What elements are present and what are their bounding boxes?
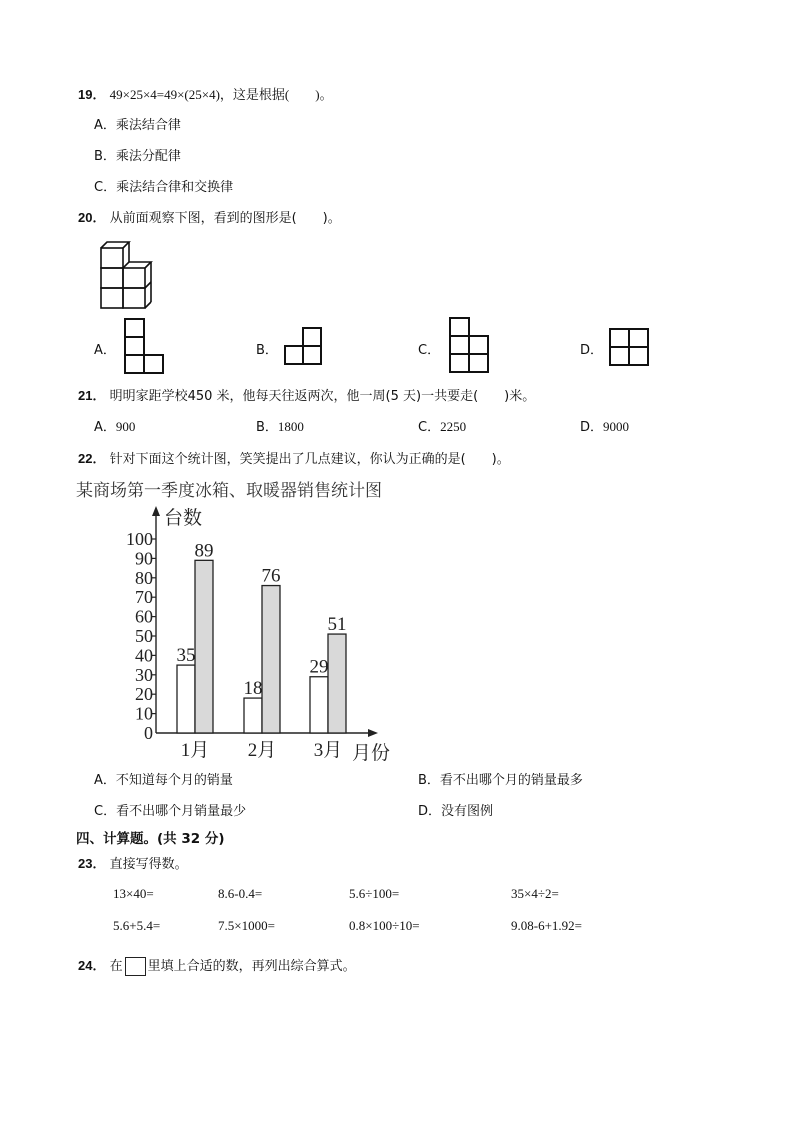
option-b[interactable] [418,769,583,788]
option-text: 9000 [603,419,630,434]
question-20 [78,207,341,226]
option-b[interactable] [256,416,304,435]
question-number: 19． [78,87,106,102]
question-text: 直接写得数。 [109,857,188,872]
calc-item: 35×4÷2= [511,886,559,901]
question-24 [78,955,356,976]
question-number: 22． [78,451,106,466]
y-axis-arrow [152,506,160,516]
option-c-label[interactable]: C． [418,343,441,358]
data-label: 18 [243,678,263,700]
question-number: 21． [78,388,106,403]
calc-item: 5.6+5.4= [113,918,161,933]
x-tick-label: 3月 [313,740,343,761]
question-22 [78,448,510,467]
option-text: 2250 [440,419,467,434]
x-tick-label: 1月 [180,740,210,761]
option-text: 1800 [277,419,304,434]
sales-bar-chart [110,500,410,770]
y-tick-label: 100 [126,529,153,549]
bar [262,586,280,733]
option-text: 看不出哪个月的销量最多 [439,773,583,788]
calc-item: 5.6÷100= [349,886,400,901]
data-label: 51 [327,614,347,636]
y-tick-label: 80 [135,567,153,588]
y-tick-label: 40 [135,645,153,666]
question-text: 针对下面这个统计图，笑笑提出了几点建议，你认为正确的是( )。 [109,452,510,467]
option-c[interactable] [418,416,466,435]
option-a-label[interactable]: A． [94,343,116,358]
question-number: 24． [78,958,106,973]
bar [310,677,328,733]
question-19 [78,84,333,103]
data-label: 35 [176,645,196,667]
question-23 [78,853,188,872]
data-label: 76 [261,565,281,587]
option-a-shape [123,317,165,375]
y-tick-label: 20 [135,684,153,705]
option-label: B． [418,773,440,788]
option-label: A． [94,773,116,788]
option-text: 看不出哪个月销量最少 [116,804,247,819]
x-axis-label: 月份 [352,743,391,764]
option-label: C． [94,804,117,819]
calc-item: 9.08-6+1.92= [511,918,582,933]
y-tick-label: 10 [135,703,153,724]
question-number: 20． [78,210,106,225]
x-axis-arrow [368,729,378,737]
question-text-post: 里填上合适的数，再列出综合算式。 [147,959,356,974]
option-label: D． [418,804,442,819]
option-text: 乘法结合律 [115,118,181,133]
option-c-shape [448,316,490,374]
option-label: B． [94,149,116,164]
y-tick-label: 90 [135,548,153,569]
y-axis-label: 台数 [164,508,203,529]
option-label: A． [94,420,116,435]
question-text: 从前面观察下图，看到的图形是( )。 [109,211,341,226]
calc-item: 13×40= [113,886,154,901]
option-a[interactable] [94,416,135,435]
option-d-shape [608,327,650,367]
calc-item: 0.8×100÷10= [349,918,420,933]
option-label: D． [580,420,604,435]
option-text: 乘法分配律 [115,149,181,164]
y-tick-label: 60 [135,606,153,627]
option-b[interactable] [94,145,181,164]
question-text: 明明家距学校450 米，他每天往返两次，他一周(5 天)一共要走( )米。 [109,389,536,404]
section-title: 四、计算题。(共 32 分) [76,831,225,847]
option-a[interactable] [94,769,233,788]
question-21 [78,385,535,404]
option-d[interactable] [418,800,493,819]
y-tick-label: 30 [135,664,153,685]
chart-title: 某商场第一季度冰箱、取暖器销售统计图 [76,481,382,501]
y-tick-label: 0 [144,723,153,743]
option-label: C． [94,180,117,195]
bar [328,634,346,733]
option-text: 900 [115,419,136,434]
x-tick-label: 2月 [247,740,277,761]
y-tick-label: 70 [135,587,153,608]
bar [244,698,262,733]
calc-item: 8.6-0.4= [218,886,263,901]
question-text: 49×25×4=49×(25×4)，这是根据( )。 [109,87,333,102]
question-number: 23． [78,856,106,871]
option-label: A． [94,118,116,133]
option-b-label[interactable]: B． [256,343,278,358]
option-a[interactable] [94,114,181,133]
cube-stack-figure [96,238,156,310]
option-label: B． [256,420,278,435]
question-text-pre: 在 [109,959,123,974]
y-tick-label: 50 [135,626,153,646]
option-d-label[interactable]: D． [580,343,604,358]
option-label: C． [418,420,441,435]
data-label: 89 [194,540,214,562]
option-text: 乘法结合律和交换律 [116,180,234,195]
data-label: 29 [309,656,329,678]
calc-item: 7.5×1000= [218,918,275,933]
option-d[interactable] [580,416,629,435]
bar [177,665,195,733]
bar [195,560,213,733]
option-text: 没有图例 [441,804,494,819]
option-c[interactable] [94,800,246,819]
blank-box [125,957,146,976]
option-c[interactable] [94,176,233,195]
option-text: 不知道每个月的销量 [115,773,233,788]
option-b-shape [284,326,324,366]
